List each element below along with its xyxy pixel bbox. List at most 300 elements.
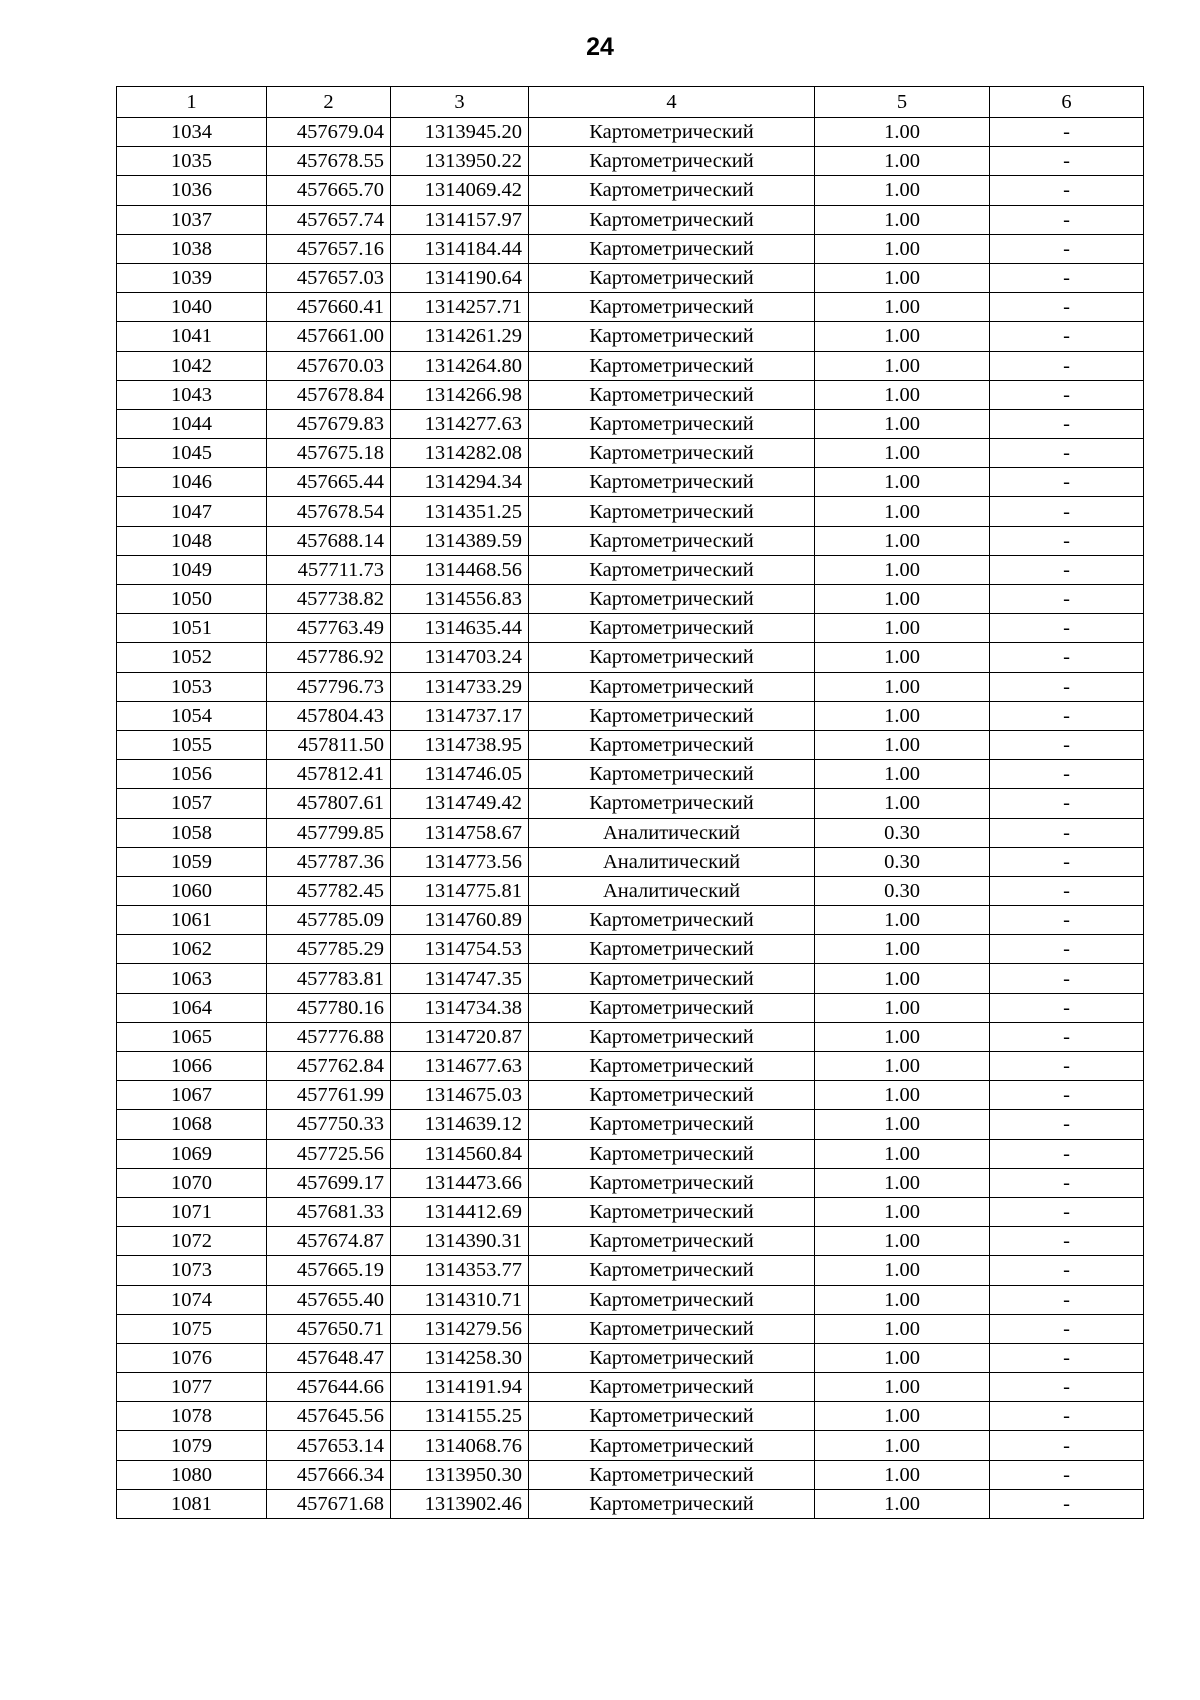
x-coordinate-cell: 457650.71 (267, 1314, 391, 1343)
accuracy-cell: 1.00 (815, 1489, 990, 1518)
note-cell: - (990, 1139, 1144, 1168)
point-number-cell: 1047 (117, 497, 267, 526)
method-cell: Картометрический (529, 1373, 815, 1402)
method-cell: Картометрический (529, 526, 815, 555)
point-number-cell: 1058 (117, 818, 267, 847)
note-cell: - (990, 147, 1144, 176)
x-coordinate-cell: 457787.36 (267, 847, 391, 876)
method-cell: Картометрический (529, 293, 815, 322)
accuracy-cell: 1.00 (815, 672, 990, 701)
point-number-cell: 1048 (117, 526, 267, 555)
coordinates-table (116, 86, 1144, 1519)
accuracy-cell: 1.00 (815, 993, 990, 1022)
x-coordinate-cell: 457783.81 (267, 964, 391, 993)
point-number-cell: 1077 (117, 1373, 267, 1402)
y-coordinate-cell: 1314351.25 (391, 497, 529, 526)
x-coordinate-cell: 457711.73 (267, 555, 391, 584)
accuracy-cell: 1.00 (815, 1227, 990, 1256)
accuracy-cell: 0.30 (815, 876, 990, 905)
accuracy-cell: 1.00 (815, 205, 990, 234)
x-coordinate-cell: 457678.84 (267, 380, 391, 409)
column-header: 3 (391, 87, 529, 118)
table-body (117, 87, 1144, 1519)
y-coordinate-cell: 1314277.63 (391, 409, 529, 438)
y-coordinate-cell: 1314157.97 (391, 205, 529, 234)
point-number-cell: 1072 (117, 1227, 267, 1256)
table-row (117, 205, 1144, 234)
table-row (117, 643, 1144, 672)
point-number-cell: 1049 (117, 555, 267, 584)
x-coordinate-cell: 457678.54 (267, 497, 391, 526)
x-coordinate-cell: 457681.33 (267, 1197, 391, 1226)
accuracy-cell: 1.00 (815, 964, 990, 993)
note-cell: - (990, 439, 1144, 468)
y-coordinate-cell: 1313950.30 (391, 1460, 529, 1489)
table-row (117, 789, 1144, 818)
table-row (117, 906, 1144, 935)
note-cell: - (990, 1373, 1144, 1402)
method-cell: Картометрический (529, 1431, 815, 1460)
y-coordinate-cell: 1314738.95 (391, 730, 529, 759)
note-cell: - (990, 789, 1144, 818)
y-coordinate-cell: 1314266.98 (391, 380, 529, 409)
y-coordinate-cell: 1314282.08 (391, 439, 529, 468)
accuracy-cell: 1.00 (815, 1402, 990, 1431)
accuracy-cell: 1.00 (815, 906, 990, 935)
x-coordinate-cell: 457657.16 (267, 234, 391, 263)
accuracy-cell: 1.00 (815, 468, 990, 497)
accuracy-cell: 1.00 (815, 1314, 990, 1343)
x-coordinate-cell: 457812.41 (267, 760, 391, 789)
table-row (117, 1110, 1144, 1139)
point-number-cell: 1062 (117, 935, 267, 964)
note-cell: - (990, 760, 1144, 789)
y-coordinate-cell: 1314639.12 (391, 1110, 529, 1139)
method-cell: Картометрический (529, 760, 815, 789)
accuracy-cell: 1.00 (815, 1139, 990, 1168)
note-cell: - (990, 293, 1144, 322)
method-cell: Картометрический (529, 409, 815, 438)
y-coordinate-cell: 1314258.30 (391, 1343, 529, 1372)
point-number-cell: 1052 (117, 643, 267, 672)
y-coordinate-cell: 1313950.22 (391, 147, 529, 176)
accuracy-cell: 1.00 (815, 293, 990, 322)
method-cell: Картометрический (529, 118, 815, 147)
point-number-cell: 1066 (117, 1052, 267, 1081)
accuracy-cell: 1.00 (815, 1197, 990, 1226)
column-header: 5 (815, 87, 990, 118)
y-coordinate-cell: 1314190.64 (391, 263, 529, 292)
table-row (117, 1022, 1144, 1051)
table-row (117, 1052, 1144, 1081)
accuracy-cell: 1.00 (815, 1110, 990, 1139)
point-number-cell: 1078 (117, 1402, 267, 1431)
x-coordinate-cell: 457738.82 (267, 585, 391, 614)
accuracy-cell: 1.00 (815, 439, 990, 468)
table-row (117, 1431, 1144, 1460)
y-coordinate-cell: 1314749.42 (391, 789, 529, 818)
x-coordinate-cell: 457644.66 (267, 1373, 391, 1402)
point-number-cell: 1036 (117, 176, 267, 205)
method-cell: Картометрический (529, 147, 815, 176)
method-cell: Картометрический (529, 964, 815, 993)
x-coordinate-cell: 457655.40 (267, 1285, 391, 1314)
y-coordinate-cell: 1314390.31 (391, 1227, 529, 1256)
point-number-cell: 1067 (117, 1081, 267, 1110)
method-cell: Картометрический (529, 935, 815, 964)
note-cell: - (990, 964, 1144, 993)
table-row (117, 585, 1144, 614)
note-cell: - (990, 993, 1144, 1022)
y-coordinate-cell: 1314560.84 (391, 1139, 529, 1168)
accuracy-cell: 1.00 (815, 760, 990, 789)
y-coordinate-cell: 1313945.20 (391, 118, 529, 147)
y-coordinate-cell: 1314069.42 (391, 176, 529, 205)
method-cell: Картометрический (529, 1256, 815, 1285)
table-row (117, 1489, 1144, 1518)
y-coordinate-cell: 1314191.94 (391, 1373, 529, 1402)
note-cell: - (990, 643, 1144, 672)
table-row (117, 964, 1144, 993)
note-cell: - (990, 380, 1144, 409)
point-number-cell: 1034 (117, 118, 267, 147)
table-row (117, 409, 1144, 438)
x-coordinate-cell: 457761.99 (267, 1081, 391, 1110)
column-header: 4 (529, 87, 815, 118)
table-row (117, 1081, 1144, 1110)
x-coordinate-cell: 457763.49 (267, 614, 391, 643)
accuracy-cell: 1.00 (815, 555, 990, 584)
accuracy-cell: 1.00 (815, 1460, 990, 1489)
method-cell: Картометрический (529, 1139, 815, 1168)
y-coordinate-cell: 1314257.71 (391, 293, 529, 322)
point-number-cell: 1056 (117, 760, 267, 789)
point-number-cell: 1071 (117, 1197, 267, 1226)
y-coordinate-cell: 1314068.76 (391, 1431, 529, 1460)
note-cell: - (990, 263, 1144, 292)
y-coordinate-cell: 1314733.29 (391, 672, 529, 701)
x-coordinate-cell: 457785.09 (267, 906, 391, 935)
method-cell: Картометрический (529, 1022, 815, 1051)
point-number-cell: 1063 (117, 964, 267, 993)
x-coordinate-cell: 457750.33 (267, 1110, 391, 1139)
method-cell: Картометрический (529, 1460, 815, 1489)
x-coordinate-cell: 457786.92 (267, 643, 391, 672)
y-coordinate-cell: 1314747.35 (391, 964, 529, 993)
accuracy-cell: 1.00 (815, 1168, 990, 1197)
note-cell: - (990, 876, 1144, 905)
x-coordinate-cell: 457688.14 (267, 526, 391, 555)
y-coordinate-cell: 1314412.69 (391, 1197, 529, 1226)
point-number-cell: 1055 (117, 730, 267, 759)
x-coordinate-cell: 457799.85 (267, 818, 391, 847)
note-cell: - (990, 585, 1144, 614)
x-coordinate-cell: 457782.45 (267, 876, 391, 905)
point-number-cell: 1039 (117, 263, 267, 292)
point-number-cell: 1054 (117, 701, 267, 730)
table-row (117, 526, 1144, 555)
y-coordinate-cell: 1314746.05 (391, 760, 529, 789)
note-cell: - (990, 526, 1144, 555)
y-coordinate-cell: 1314264.80 (391, 351, 529, 380)
note-cell: - (990, 1256, 1144, 1285)
note-cell: - (990, 322, 1144, 351)
point-number-cell: 1035 (117, 147, 267, 176)
page-number: 24 (586, 33, 614, 61)
accuracy-cell: 1.00 (815, 263, 990, 292)
accuracy-cell: 1.00 (815, 730, 990, 759)
table-row (117, 1256, 1144, 1285)
point-number-cell: 1042 (117, 351, 267, 380)
table-row (117, 468, 1144, 497)
accuracy-cell: 1.00 (815, 497, 990, 526)
method-cell: Картометрический (529, 585, 815, 614)
y-coordinate-cell: 1314720.87 (391, 1022, 529, 1051)
accuracy-cell: 1.00 (815, 526, 990, 555)
point-number-cell: 1046 (117, 468, 267, 497)
point-number-cell: 1070 (117, 1168, 267, 1197)
table-row (117, 1168, 1144, 1197)
accuracy-cell: 1.00 (815, 935, 990, 964)
table-row (117, 322, 1144, 351)
note-cell: - (990, 818, 1144, 847)
note-cell: - (990, 906, 1144, 935)
table-row (117, 1197, 1144, 1226)
method-cell: Картометрический (529, 1343, 815, 1372)
x-coordinate-cell: 457653.14 (267, 1431, 391, 1460)
method-cell: Картометрический (529, 176, 815, 205)
x-coordinate-cell: 457776.88 (267, 1022, 391, 1051)
note-cell: - (990, 1110, 1144, 1139)
table-row (117, 847, 1144, 876)
y-coordinate-cell: 1314261.29 (391, 322, 529, 351)
y-coordinate-cell: 1314294.34 (391, 468, 529, 497)
table-row (117, 234, 1144, 263)
x-coordinate-cell: 457648.47 (267, 1343, 391, 1372)
x-coordinate-cell: 457807.61 (267, 789, 391, 818)
column-header: 1 (117, 87, 267, 118)
accuracy-cell: 1.00 (815, 701, 990, 730)
y-coordinate-cell: 1314734.38 (391, 993, 529, 1022)
table-row (117, 701, 1144, 730)
accuracy-cell: 1.00 (815, 1022, 990, 1051)
point-number-cell: 1080 (117, 1460, 267, 1489)
note-cell: - (990, 1227, 1144, 1256)
note-cell: - (990, 1489, 1144, 1518)
point-number-cell: 1064 (117, 993, 267, 1022)
method-cell: Картометрический (529, 263, 815, 292)
method-cell: Картометрический (529, 1110, 815, 1139)
method-cell: Картометрический (529, 439, 815, 468)
table-row (117, 1285, 1144, 1314)
point-number-cell: 1037 (117, 205, 267, 234)
method-cell: Картометрический (529, 993, 815, 1022)
accuracy-cell: 1.00 (815, 614, 990, 643)
note-cell: - (990, 1022, 1144, 1051)
accuracy-cell: 1.00 (815, 789, 990, 818)
table-row (117, 1227, 1144, 1256)
method-cell: Аналитический (529, 876, 815, 905)
method-cell: Картометрический (529, 555, 815, 584)
point-number-cell: 1038 (117, 234, 267, 263)
point-number-cell: 1040 (117, 293, 267, 322)
note-cell: - (990, 497, 1144, 526)
x-coordinate-cell: 457665.44 (267, 468, 391, 497)
table-row (117, 263, 1144, 292)
method-cell: Картометрический (529, 205, 815, 234)
method-cell: Картометрический (529, 1285, 815, 1314)
accuracy-cell: 1.00 (815, 1373, 990, 1402)
point-number-cell: 1044 (117, 409, 267, 438)
note-cell: - (990, 468, 1144, 497)
column-header: 6 (990, 87, 1144, 118)
point-number-cell: 1043 (117, 380, 267, 409)
y-coordinate-cell: 1313902.46 (391, 1489, 529, 1518)
method-cell: Картометрический (529, 730, 815, 759)
table-row (117, 760, 1144, 789)
table-row (117, 439, 1144, 468)
method-cell: Картометрический (529, 701, 815, 730)
method-cell: Картометрический (529, 672, 815, 701)
method-cell: Картометрический (529, 614, 815, 643)
accuracy-cell: 1.00 (815, 1343, 990, 1372)
accuracy-cell: 1.00 (815, 118, 990, 147)
y-coordinate-cell: 1314556.83 (391, 585, 529, 614)
table-row (117, 1139, 1144, 1168)
y-coordinate-cell: 1314279.56 (391, 1314, 529, 1343)
point-number-cell: 1057 (117, 789, 267, 818)
y-coordinate-cell: 1314754.53 (391, 935, 529, 964)
accuracy-cell: 1.00 (815, 643, 990, 672)
y-coordinate-cell: 1314703.24 (391, 643, 529, 672)
method-cell: Картометрический (529, 1314, 815, 1343)
note-cell: - (990, 1285, 1144, 1314)
y-coordinate-cell: 1314775.81 (391, 876, 529, 905)
accuracy-cell: 1.00 (815, 585, 990, 614)
note-cell: - (990, 555, 1144, 584)
x-coordinate-cell: 457661.00 (267, 322, 391, 351)
y-coordinate-cell: 1314155.25 (391, 1402, 529, 1431)
x-coordinate-cell: 457657.74 (267, 205, 391, 234)
note-cell: - (990, 672, 1144, 701)
y-coordinate-cell: 1314758.67 (391, 818, 529, 847)
accuracy-cell: 1.00 (815, 1052, 990, 1081)
x-coordinate-cell: 457674.87 (267, 1227, 391, 1256)
table-row (117, 1373, 1144, 1402)
point-number-cell: 1053 (117, 672, 267, 701)
note-cell: - (990, 118, 1144, 147)
note-cell: - (990, 1052, 1144, 1081)
y-coordinate-cell: 1314773.56 (391, 847, 529, 876)
accuracy-cell: 1.00 (815, 1285, 990, 1314)
method-cell: Картометрический (529, 789, 815, 818)
method-cell: Картометрический (529, 1168, 815, 1197)
accuracy-cell: 1.00 (815, 380, 990, 409)
x-coordinate-cell: 457796.73 (267, 672, 391, 701)
accuracy-cell: 1.00 (815, 351, 990, 380)
y-coordinate-cell: 1314473.66 (391, 1168, 529, 1197)
point-number-cell: 1061 (117, 906, 267, 935)
point-number-cell: 1079 (117, 1431, 267, 1460)
note-cell: - (990, 234, 1144, 263)
point-number-cell: 1074 (117, 1285, 267, 1314)
method-cell: Картометрический (529, 497, 815, 526)
note-cell: - (990, 351, 1144, 380)
x-coordinate-cell: 457666.34 (267, 1460, 391, 1489)
table-row (117, 730, 1144, 759)
y-coordinate-cell: 1314635.44 (391, 614, 529, 643)
accuracy-cell: 1.00 (815, 1256, 990, 1285)
point-number-cell: 1081 (117, 1489, 267, 1518)
point-number-cell: 1045 (117, 439, 267, 468)
note-cell: - (990, 1460, 1144, 1489)
x-coordinate-cell: 457657.03 (267, 263, 391, 292)
accuracy-cell: 1.00 (815, 176, 990, 205)
table-header-row (117, 87, 1144, 118)
y-coordinate-cell: 1314677.63 (391, 1052, 529, 1081)
point-number-cell: 1059 (117, 847, 267, 876)
table-row (117, 293, 1144, 322)
accuracy-cell: 0.30 (815, 818, 990, 847)
accuracy-cell: 1.00 (815, 147, 990, 176)
y-coordinate-cell: 1314184.44 (391, 234, 529, 263)
point-number-cell: 1073 (117, 1256, 267, 1285)
accuracy-cell: 0.30 (815, 847, 990, 876)
method-cell: Аналитический (529, 847, 815, 876)
note-cell: - (990, 409, 1144, 438)
x-coordinate-cell: 457665.19 (267, 1256, 391, 1285)
note-cell: - (990, 1197, 1144, 1226)
accuracy-cell: 1.00 (815, 1431, 990, 1460)
x-coordinate-cell: 457665.70 (267, 176, 391, 205)
x-coordinate-cell: 457660.41 (267, 293, 391, 322)
y-coordinate-cell: 1314737.17 (391, 701, 529, 730)
point-number-cell: 1041 (117, 322, 267, 351)
method-cell: Картометрический (529, 380, 815, 409)
table-row (117, 555, 1144, 584)
note-cell: - (990, 176, 1144, 205)
point-number-cell: 1065 (117, 1022, 267, 1051)
x-coordinate-cell: 457762.84 (267, 1052, 391, 1081)
table-row (117, 351, 1144, 380)
accuracy-cell: 1.00 (815, 234, 990, 263)
table-row (117, 876, 1144, 905)
method-cell: Картометрический (529, 1227, 815, 1256)
table-row (117, 1343, 1144, 1372)
y-coordinate-cell: 1314389.59 (391, 526, 529, 555)
accuracy-cell: 1.00 (815, 1081, 990, 1110)
table-row (117, 176, 1144, 205)
x-coordinate-cell: 457670.03 (267, 351, 391, 380)
point-number-cell: 1050 (117, 585, 267, 614)
table-row (117, 993, 1144, 1022)
point-number-cell: 1051 (117, 614, 267, 643)
note-cell: - (990, 701, 1144, 730)
table-row (117, 672, 1144, 701)
table-row (117, 147, 1144, 176)
table-row (117, 935, 1144, 964)
point-number-cell: 1069 (117, 1139, 267, 1168)
y-coordinate-cell: 1314310.71 (391, 1285, 529, 1314)
table-row (117, 497, 1144, 526)
note-cell: - (990, 1314, 1144, 1343)
table-row (117, 1460, 1144, 1489)
x-coordinate-cell: 457645.56 (267, 1402, 391, 1431)
x-coordinate-cell: 457780.16 (267, 993, 391, 1022)
y-coordinate-cell: 1314353.77 (391, 1256, 529, 1285)
x-coordinate-cell: 457679.83 (267, 409, 391, 438)
point-number-cell: 1068 (117, 1110, 267, 1139)
